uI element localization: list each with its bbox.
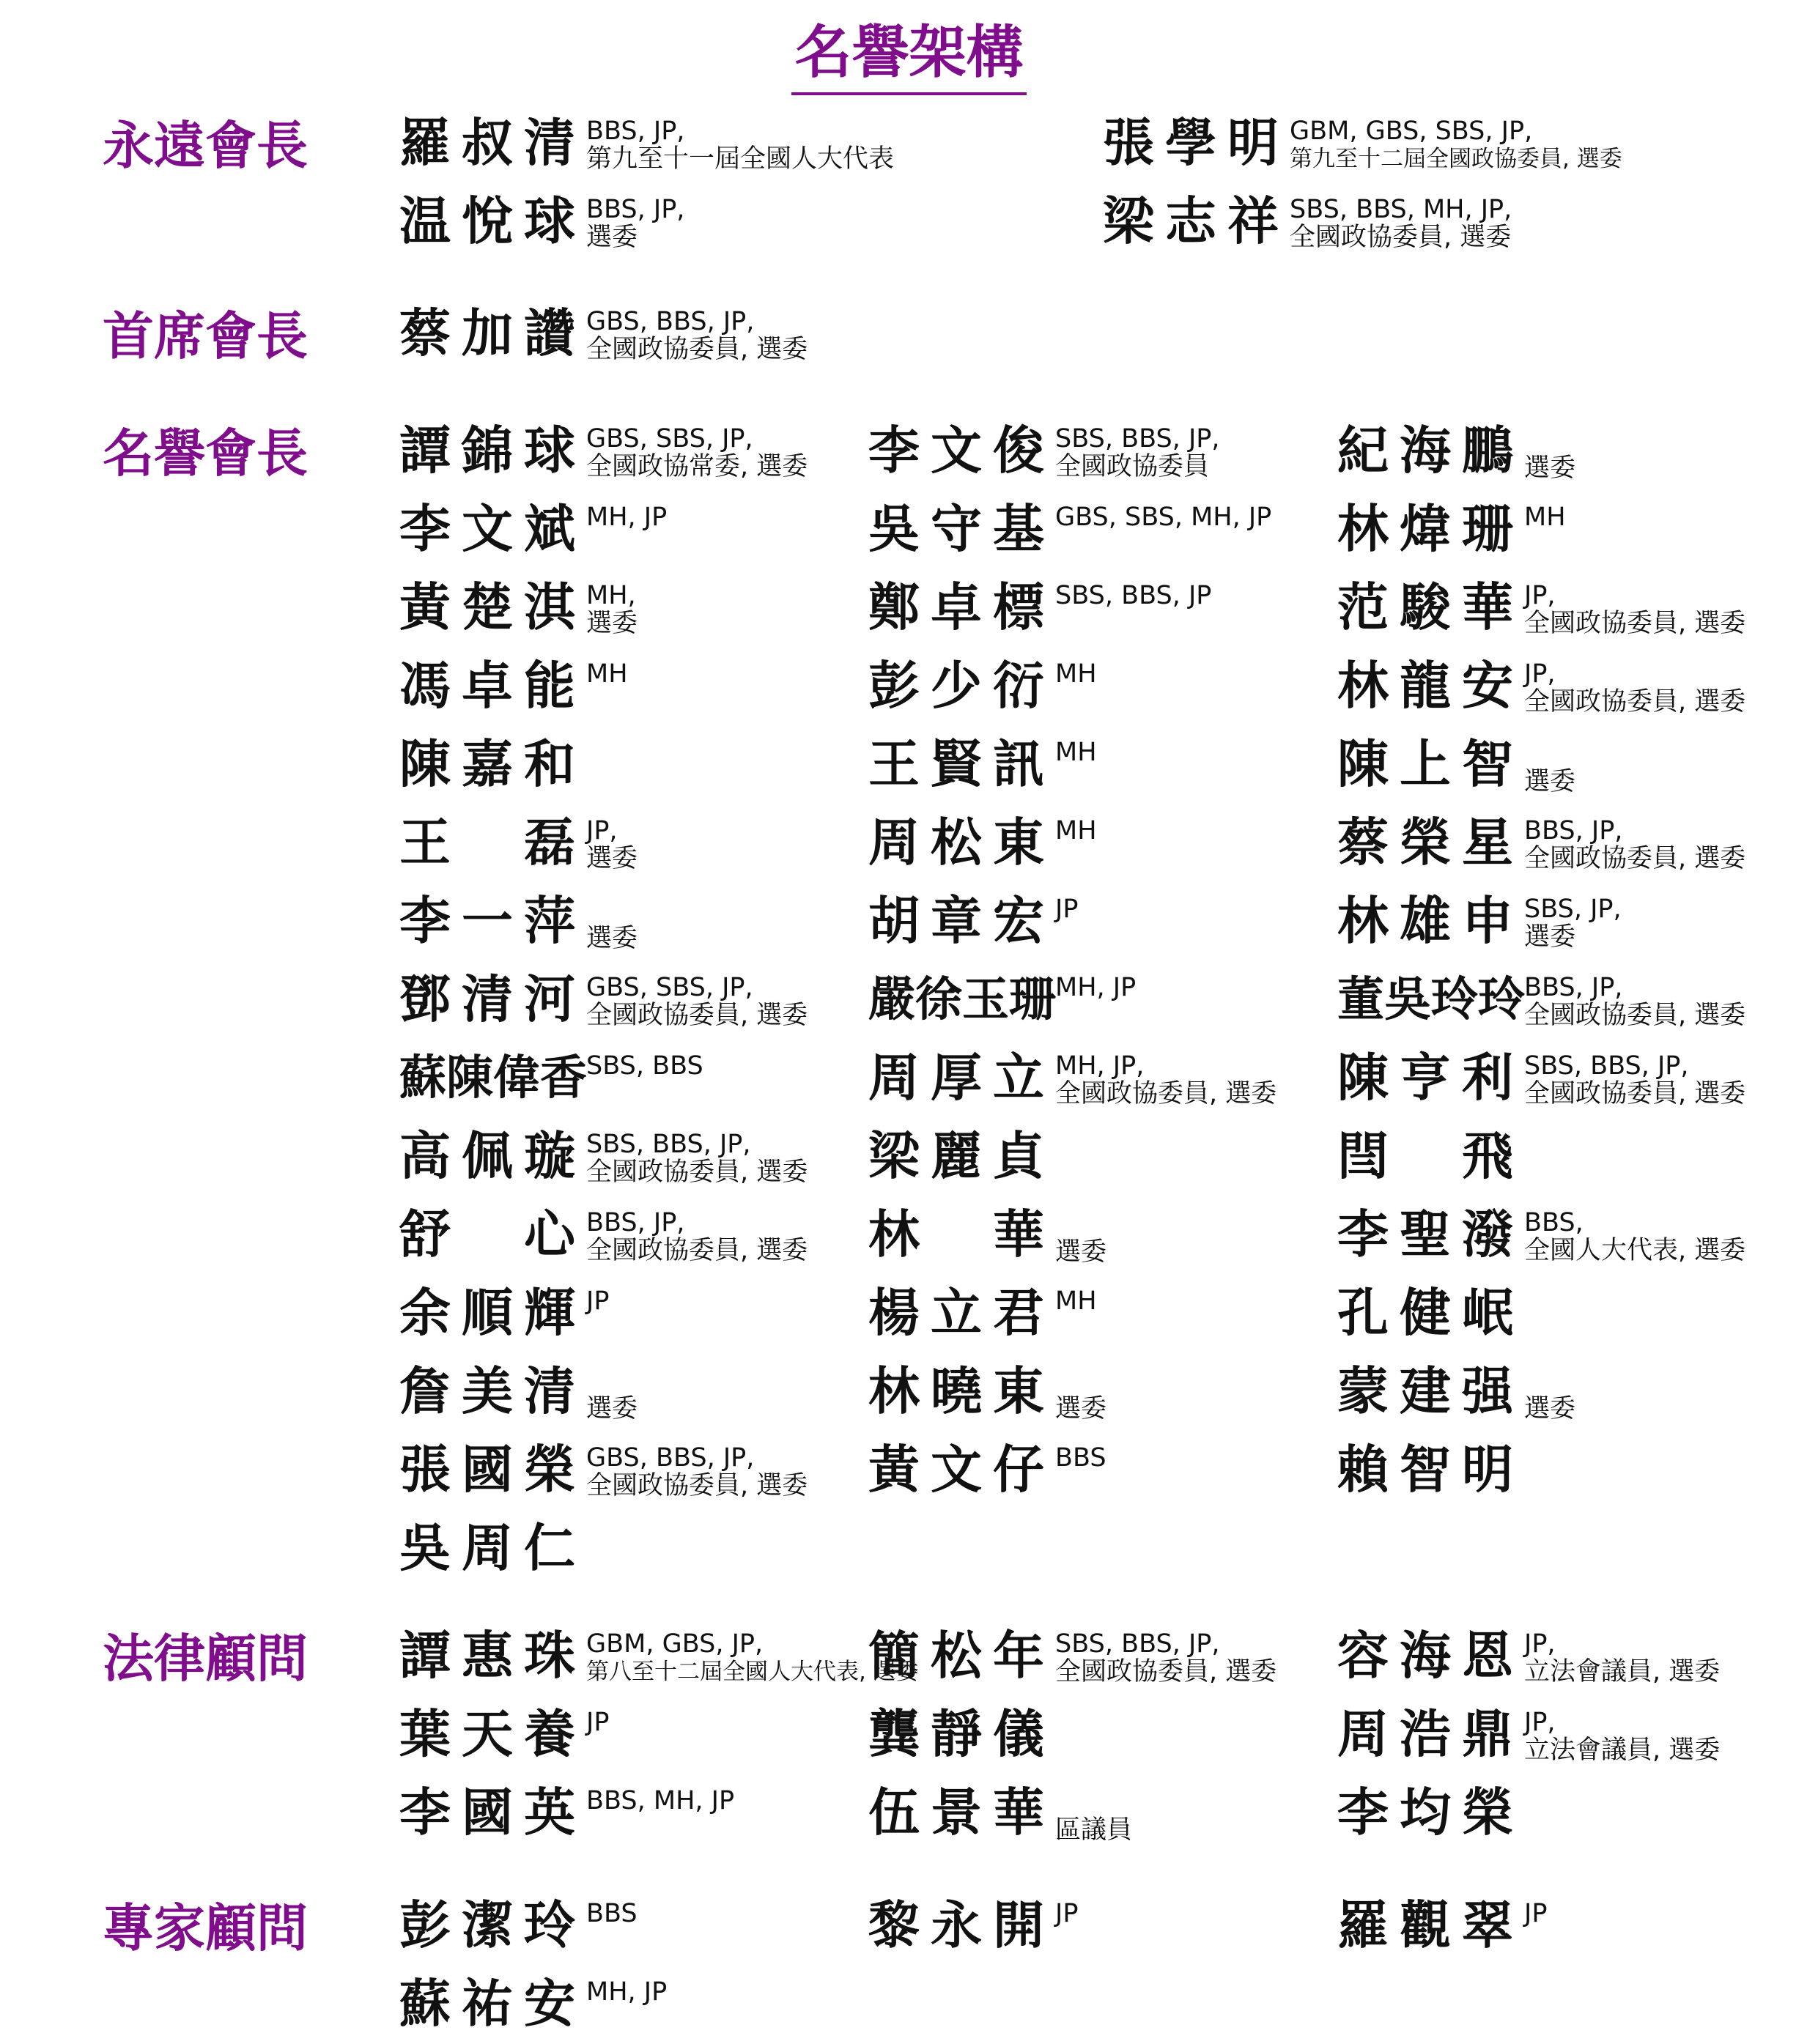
member-name: 羅觀翠 <box>1337 1895 1513 1955</box>
member-titles <box>586 582 638 637</box>
member-honours: GBS, SBS, MH, JP <box>1055 503 1272 532</box>
member-titles <box>1055 660 1097 688</box>
member-name: 李均榮 <box>1337 1782 1513 1843</box>
member-positions: 選委 <box>586 924 638 953</box>
member-honours: JP, <box>1524 581 1556 610</box>
member-titles <box>1055 895 1078 923</box>
member-name: 梁麗貞 <box>868 1126 1044 1186</box>
section-label: 首席會長 <box>103 306 308 366</box>
member-name: 紀海鵬 <box>1337 421 1513 481</box>
member-name: 彭少衍 <box>868 656 1044 716</box>
member-titles <box>1524 1708 1720 1764</box>
member-honours: MH, JP <box>586 1977 668 2007</box>
member-name: 鄧清河 <box>399 969 575 1029</box>
member-name: 周浩鼎 <box>1337 1704 1513 1764</box>
member-positions: 全國政協委員, 選委 <box>1524 1001 1746 1030</box>
member-titles <box>1055 1900 1078 1928</box>
member-honours: SBS, BBS, JP <box>1055 581 1212 610</box>
member-name: 彭潔玲 <box>399 1895 575 1955</box>
member-honours: MH, JP, <box>1055 1051 1145 1081</box>
member-honours: BBS <box>586 1899 638 1928</box>
member-name: 林雄申 <box>1337 891 1513 951</box>
member-positions: 區議員 <box>1055 1815 1133 1845</box>
member-positions: 全國政協委員, 選委 <box>1524 1079 1746 1108</box>
member-titles <box>586 1787 734 1815</box>
member-titles <box>1055 1287 1097 1315</box>
member-positions: 全國政協委員, 選委 <box>1055 1657 1277 1686</box>
member-honours: BBS, JP, <box>1524 816 1623 845</box>
member-honours: BBS, JP, <box>586 116 685 146</box>
member-honours: JP <box>1524 1899 1548 1928</box>
member-titles <box>1055 1395 1106 1423</box>
member-name: 葉天養 <box>399 1704 575 1764</box>
member-honours: JP <box>1055 895 1079 924</box>
member-name: 譚惠珠 <box>399 1626 575 1686</box>
member-titles <box>1055 582 1211 610</box>
member-honours: MH <box>1055 1286 1097 1316</box>
member-name: 蔡加讚 <box>399 303 575 363</box>
member-titles <box>1524 660 1745 716</box>
member-positions: 全國政協委員, 選委 <box>586 335 808 364</box>
member-honours: BBS, JP, <box>586 1208 685 1237</box>
member-honours: SBS, BBS <box>586 1051 703 1081</box>
member-name: 鄭卓標 <box>868 577 1044 637</box>
member-honours: SBS, BBS, JP, <box>586 1130 751 1159</box>
member-name: 蒙建强 <box>1337 1361 1513 1421</box>
member-name: 陳亨利 <box>1337 1048 1513 1108</box>
member-titles <box>586 1900 638 1928</box>
member-honours: GBM, GBS, SBS, JP, <box>1290 116 1533 146</box>
member-name: 李文俊 <box>868 421 1044 481</box>
member-positions: 全國政協委員, 選委 <box>1290 223 1512 252</box>
member-positions: 選委 <box>1524 922 1576 952</box>
section-label: 法律顧問 <box>103 1629 308 1689</box>
member-positions: 全國政協委員, 選委 <box>1524 687 1746 716</box>
member-titles <box>586 425 808 481</box>
member-titles <box>586 1130 808 1186</box>
member-honours: GBS, BBS, JP, <box>586 307 755 336</box>
member-titles <box>1524 1209 1745 1264</box>
member-honours: BBS, MH, JP <box>586 1786 735 1815</box>
member-name: 伍景華 <box>868 1782 1044 1843</box>
member-titles <box>1524 768 1575 796</box>
member-titles <box>586 974 808 1029</box>
member-honours: MH, JP <box>586 503 668 532</box>
member-honours: SBS, BBS, JP, <box>1055 424 1220 453</box>
member-titles <box>1055 1052 1276 1108</box>
member-name: 吳周仁 <box>399 1518 575 1578</box>
member-name: 梁志祥 <box>1103 191 1279 251</box>
member-titles <box>586 817 638 873</box>
member-name: 黃楚淇 <box>399 577 575 637</box>
member-titles <box>1524 503 1566 531</box>
member-positions: 第八至十二屆全國人大代表, 選委 <box>586 1659 919 1685</box>
member-name: 温悅球 <box>399 191 575 251</box>
member-positions: 選委 <box>586 223 638 252</box>
member-positions: 全國政協委員, 選委 <box>1524 844 1746 873</box>
member-honours: MH <box>586 659 628 689</box>
member-positions: 全國政協委員 <box>1055 452 1210 481</box>
member-name: 閆飛 <box>1337 1126 1513 1186</box>
member-honours: MH <box>1055 738 1097 767</box>
page-title: 名譽架構 <box>791 22 1026 95</box>
member-titles <box>586 1444 808 1500</box>
member-positions: 全國政協委員, 選委 <box>586 1158 808 1187</box>
member-positions: 立法會議員, 選委 <box>1524 1657 1721 1686</box>
member-titles <box>586 1708 609 1736</box>
member-honours: SBS, BBS, JP, <box>1055 1629 1220 1659</box>
member-positions: 第九至十二屆全國政協委員, 選委 <box>1290 146 1622 172</box>
member-name: 林龍安 <box>1337 656 1513 716</box>
member-titles <box>586 1978 667 2006</box>
member-honours: GBS, SBS, JP, <box>586 424 753 453</box>
member-honours: BBS <box>1055 1443 1106 1473</box>
member-positions: 全國政協委員, 選委 <box>586 1471 808 1500</box>
member-honours: MH, <box>586 581 636 610</box>
member-name: 龔靜儀 <box>868 1704 1044 1764</box>
member-titles <box>1290 117 1622 173</box>
member-honours: JP <box>1055 1899 1079 1928</box>
member-name: 蔡榮星 <box>1337 812 1513 873</box>
member-titles <box>1524 1395 1575 1423</box>
member-titles <box>1055 503 1271 531</box>
member-titles <box>586 1395 638 1423</box>
section-label: 專家顧問 <box>103 1898 308 1958</box>
member-titles <box>1524 454 1575 482</box>
member-honours: BBS, JP, <box>1524 973 1623 1002</box>
member-positions: 第九至十一屆全國人大代表 <box>586 144 895 174</box>
section-label: 永遠會長 <box>103 116 308 176</box>
member-name: 楊立君 <box>868 1283 1044 1343</box>
member-titles <box>586 925 638 952</box>
page-title-wrap <box>0 22 1818 95</box>
member-positions: 選委 <box>1524 453 1576 483</box>
member-honours: JP, <box>1524 1629 1556 1659</box>
member-positions: 選委 <box>586 609 638 638</box>
member-titles <box>1055 1816 1132 1844</box>
member-name: 張學明 <box>1103 113 1279 173</box>
member-positions: 全國政協委員, 選委 <box>586 1236 808 1265</box>
member-name: 詹美清 <box>399 1361 575 1421</box>
member-honours: SBS, BBS, MH, JP, <box>1290 195 1512 224</box>
member-positions: 全國政協常委, 選委 <box>586 452 808 481</box>
member-name: 余順輝 <box>399 1283 575 1343</box>
member-titles <box>1524 974 1745 1029</box>
member-honours: BBS, JP, <box>586 195 685 224</box>
member-titles <box>1055 974 1136 1001</box>
member-name: 容海恩 <box>1337 1626 1513 1686</box>
member-name: 林華 <box>868 1204 1044 1264</box>
member-honours: GBM, GBS, JP, <box>586 1629 764 1659</box>
member-titles <box>1524 895 1622 951</box>
member-honours: SBS, BBS, JP, <box>1524 1051 1689 1081</box>
member-honours: JP, <box>586 816 618 845</box>
member-name: 李國英 <box>399 1782 575 1843</box>
member-positions: 選委 <box>586 844 638 873</box>
member-honours: JP, <box>1524 1708 1556 1737</box>
member-name: 孔健岷 <box>1337 1283 1513 1343</box>
member-name: 簡松年 <box>868 1626 1044 1686</box>
member-name: 黎永開 <box>868 1895 1044 1955</box>
member-positions: 立法會議員, 選委 <box>1524 1736 1721 1765</box>
member-name: 高佩璇 <box>399 1126 575 1186</box>
member-honours: MH <box>1055 816 1097 845</box>
member-name: 黃文仔 <box>868 1440 1044 1500</box>
member-positions: 全國人大代表, 選委 <box>1524 1236 1746 1265</box>
member-honours: SBS, JP, <box>1524 895 1622 924</box>
member-titles <box>1055 817 1097 845</box>
member-titles <box>1524 817 1745 873</box>
member-positions: 全國政協委員, 選委 <box>1055 1079 1277 1108</box>
member-titles <box>1055 1630 1276 1686</box>
member-name: 陳嘉和 <box>399 734 575 794</box>
member-name: 李文斌 <box>399 499 575 559</box>
member-name: 張國榮 <box>399 1440 575 1500</box>
member-honours: JP <box>586 1708 610 1737</box>
member-positions: 選委 <box>1524 767 1576 796</box>
member-positions: 全國政協委員, 選委 <box>1524 609 1746 638</box>
member-titles <box>586 196 684 251</box>
member-name: 李一萍 <box>399 891 575 951</box>
member-titles <box>586 503 667 531</box>
member-name: 蘇祐安 <box>399 1974 575 2034</box>
section-label: 名譽會長 <box>103 423 308 484</box>
member-honours: BBS, <box>1524 1208 1584 1237</box>
member-positions: 選委 <box>1524 1394 1576 1423</box>
member-name: 林煒珊 <box>1337 499 1513 559</box>
member-name: 嚴徐玉珊 <box>868 973 1056 1027</box>
member-name: 羅叔清 <box>399 113 575 173</box>
member-titles <box>1524 1900 1547 1928</box>
member-honours: MH <box>1524 503 1566 532</box>
member-name: 林曉東 <box>868 1361 1044 1421</box>
member-titles <box>586 117 894 173</box>
member-honours: GBS, SBS, JP, <box>586 973 753 1002</box>
member-name: 董吳玲玲 <box>1337 973 1525 1027</box>
member-titles <box>586 308 808 363</box>
member-honours: JP <box>586 1286 610 1316</box>
member-titles <box>1290 196 1512 251</box>
member-honours: JP, <box>1524 659 1556 689</box>
member-name: 吳守基 <box>868 499 1044 559</box>
member-name: 胡章宏 <box>868 891 1044 951</box>
member-name: 蘇陳偉香 <box>399 1051 587 1106</box>
member-titles <box>1055 1444 1106 1472</box>
member-positions: 選委 <box>586 1394 638 1423</box>
member-titles <box>586 1052 703 1080</box>
member-titles <box>586 660 628 688</box>
member-positions: 選委 <box>1055 1237 1107 1267</box>
member-titles <box>1055 425 1220 481</box>
member-name: 王賢訊 <box>868 734 1044 794</box>
member-positions: 全國政協委員, 選委 <box>586 1001 808 1030</box>
member-name: 譚錦球 <box>399 421 575 481</box>
member-titles <box>586 1287 609 1315</box>
member-name: 周松東 <box>868 812 1044 873</box>
member-name: 陳上智 <box>1337 734 1513 794</box>
member-titles <box>1524 1052 1745 1108</box>
member-name: 王磊 <box>399 812 575 873</box>
member-titles <box>1524 1630 1720 1686</box>
member-name: 范駿華 <box>1337 577 1513 637</box>
member-titles <box>1055 738 1097 766</box>
member-honours: GBS, BBS, JP, <box>586 1443 755 1473</box>
member-titles <box>1055 1238 1106 1266</box>
member-honours: MH <box>1055 659 1097 689</box>
member-name: 賴智明 <box>1337 1440 1513 1500</box>
member-titles <box>1524 582 1745 637</box>
member-positions: 選委 <box>1055 1394 1107 1423</box>
member-honours: MH, JP <box>1055 973 1137 1002</box>
member-name: 周厚立 <box>868 1048 1044 1108</box>
member-name: 李聖潑 <box>1337 1204 1513 1264</box>
member-name: 馮卓能 <box>399 656 575 716</box>
member-name: 舒心 <box>399 1204 575 1264</box>
member-titles <box>586 1209 808 1264</box>
